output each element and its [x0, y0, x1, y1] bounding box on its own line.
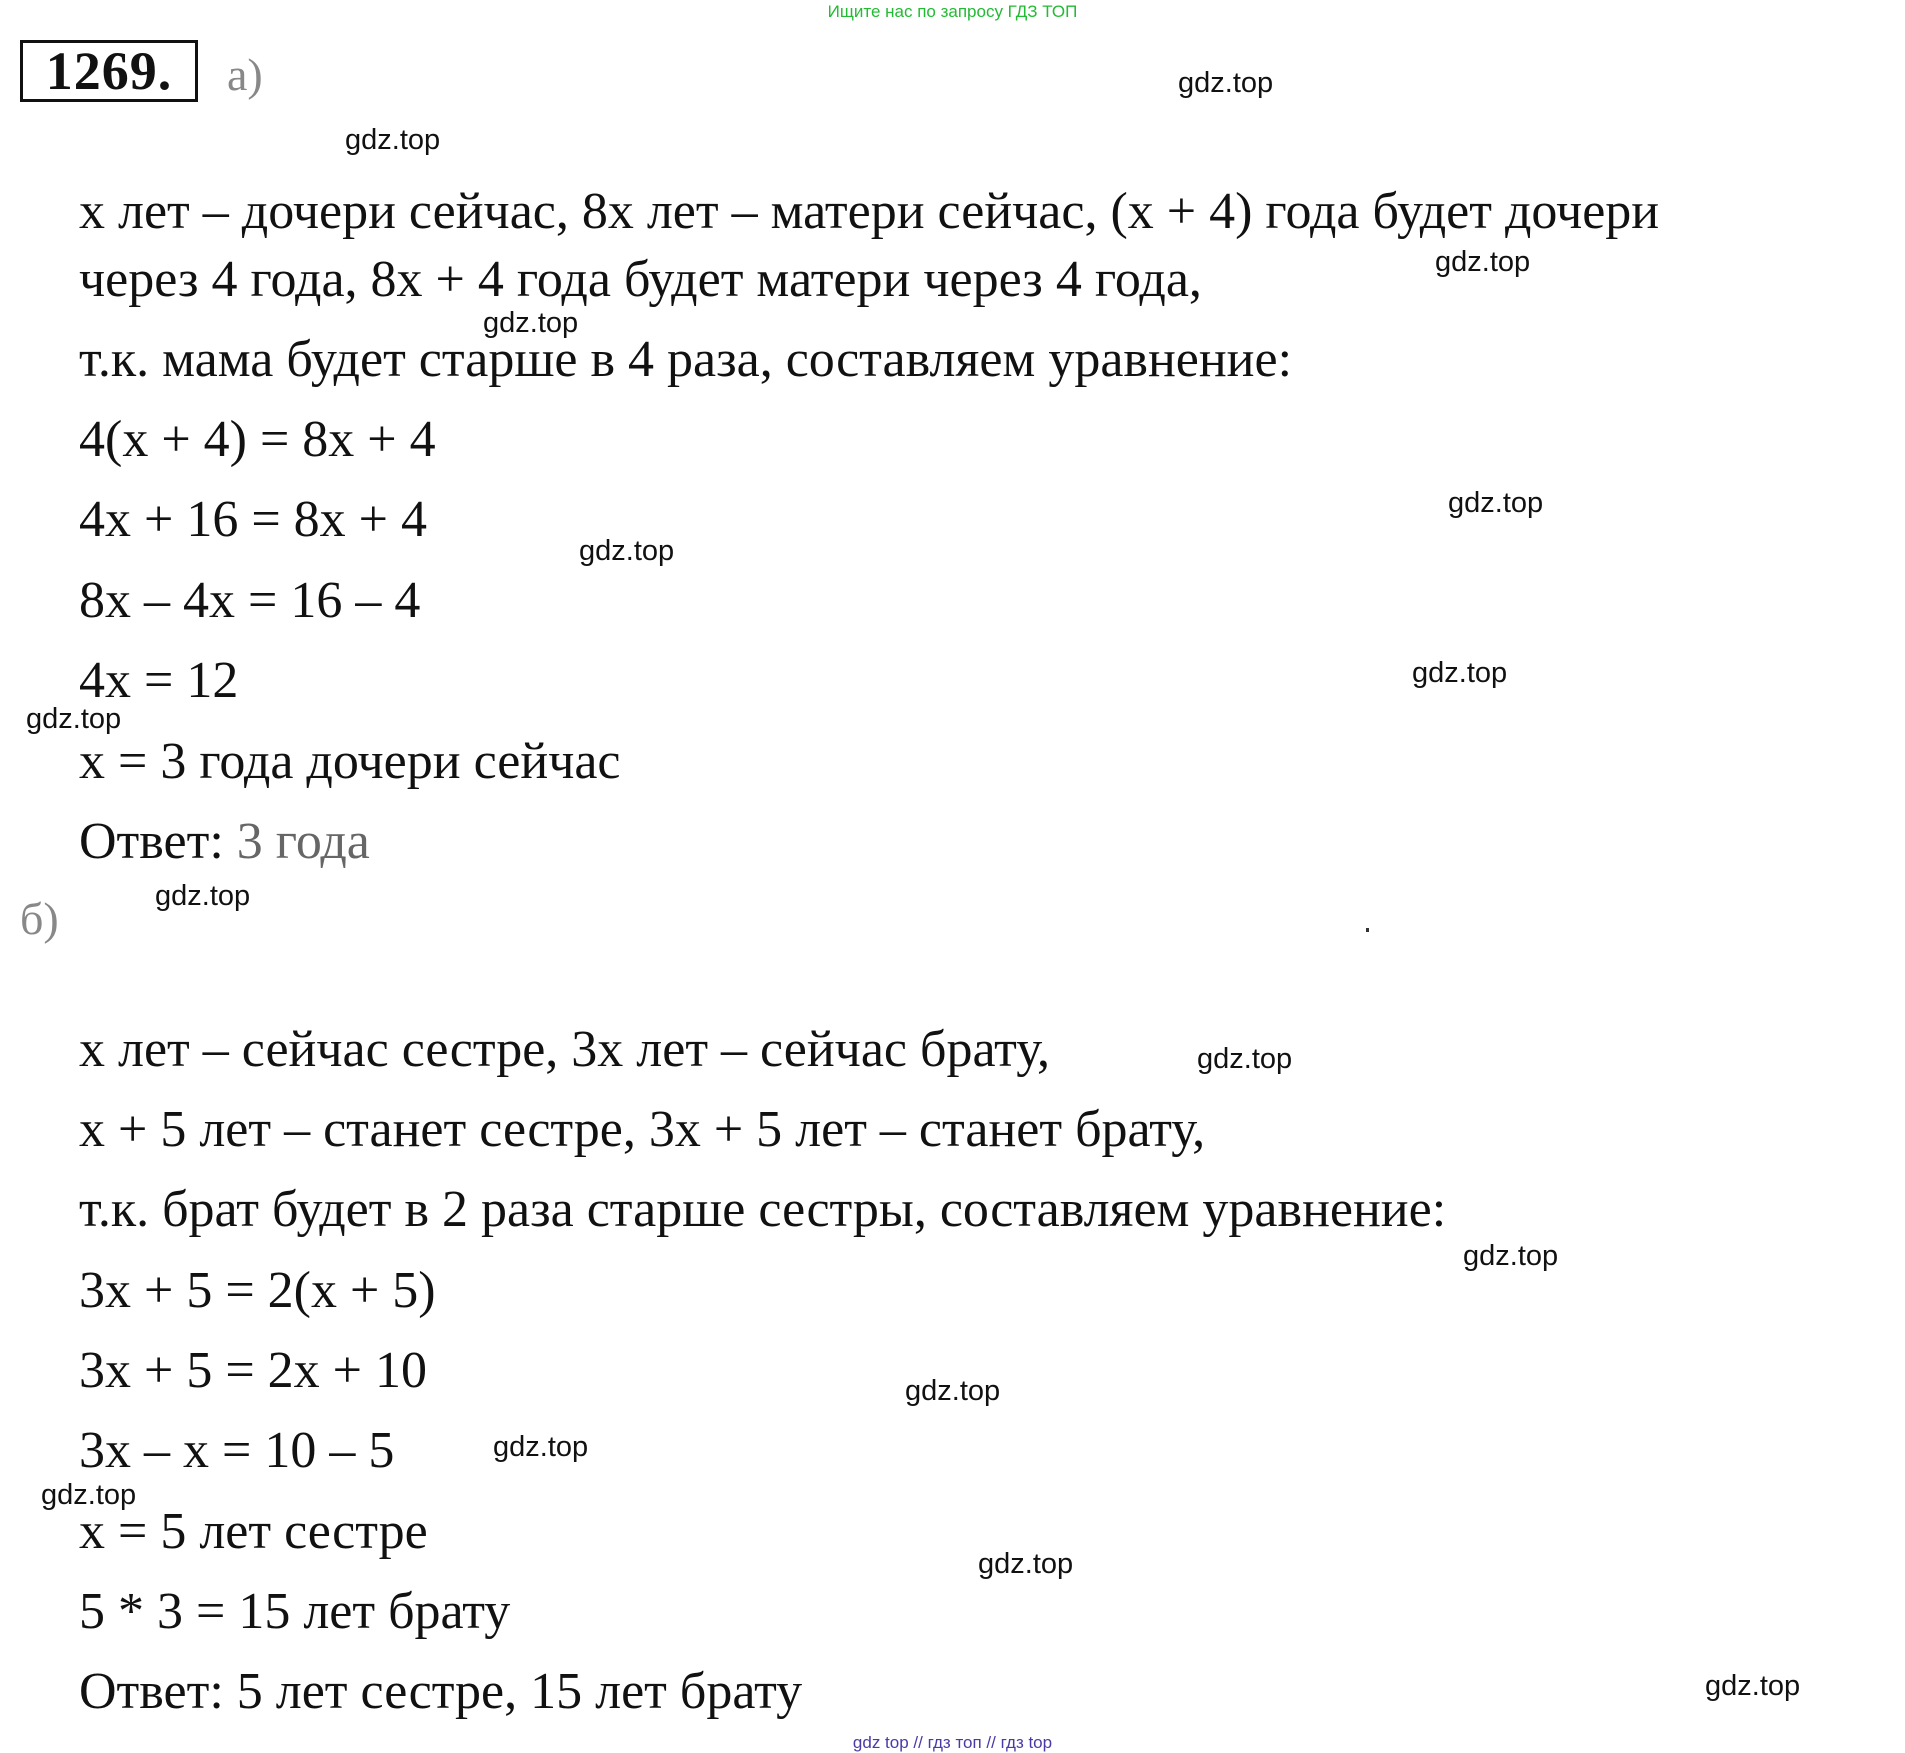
part-a-line-3: т.к. мама будет старше в 4 раза, составляем уравнение: — [79, 331, 1293, 388]
watermark: gdz.top — [41, 1479, 137, 1511]
watermark: gdz.top — [155, 880, 251, 912]
part-a-line-2: через 4 года, 8x + 4 года будет матери через 4 года, — [79, 251, 1202, 308]
part-b-result: x = 5 лет сестре — [79, 1503, 428, 1560]
watermark: gdz.top — [1197, 1043, 1293, 1075]
watermark: gdz.top — [1448, 487, 1544, 519]
part-b-equation-3: 3x – x = 10 – 5 — [79, 1422, 395, 1479]
part-b-line-1: x лет – сейчас сестре, 3x лет – сейчас брату, — [79, 1021, 1051, 1078]
part-a-answer-label: Ответ: — [79, 813, 224, 870]
watermark: gdz.top — [1705, 1670, 1801, 1702]
top-banner[interactable]: Ищите нас по запросу ГДЗ ТОП — [827, 2, 1078, 21]
part-a-answer-value: 3 года — [236, 813, 370, 870]
problem-number-box: 1269. — [20, 40, 198, 102]
watermark: gdz.top — [483, 307, 579, 339]
part-b-equation-2: 3x + 5 = 2x + 10 — [79, 1342, 427, 1399]
part-a-answer — [79, 813, 370, 870]
part-a-result: x = 3 года дочери сейчас — [79, 733, 621, 790]
part-a-equation-1: 4(x + 4) = 8x + 4 — [79, 411, 436, 468]
watermark: gdz.top — [345, 124, 441, 156]
watermark: gdz.top — [1463, 1240, 1559, 1272]
part-b-label: б) — [20, 893, 59, 944]
part-a-equation-4: 4x = 12 — [79, 652, 239, 709]
watermark: gdz.top — [1178, 67, 1274, 99]
part-b-answer: Ответ: 5 лет сестре, 15 лет брату — [79, 1663, 803, 1720]
part-b-line-2: x + 5 лет – станет сестре, 3x + 5 лет – станет брату, — [79, 1101, 1206, 1158]
watermark: gdz.top — [905, 1375, 1001, 1407]
part-b-line-3: т.к. брат будет в 2 раза старше сестры, составляем уравнение: — [79, 1181, 1447, 1238]
part-a-label: а) — [227, 49, 263, 100]
watermark: gdz.top — [26, 703, 122, 735]
part-a-equation-2: 4x + 16 = 8x + 4 — [79, 491, 427, 548]
watermark: gdz.top — [1435, 246, 1531, 278]
watermark: gdz.top — [978, 1548, 1074, 1580]
watermark: gdz.top — [493, 1431, 589, 1463]
part-a-equation-3: 8x – 4x = 16 – 4 — [79, 572, 421, 629]
watermark: gdz.top — [1412, 657, 1508, 689]
stray-mark — [1366, 928, 1369, 932]
part-b-brother-age: 5 * 3 = 15 лет брату — [79, 1583, 511, 1640]
part-b-equation-1: 3x + 5 = 2(x + 5) — [79, 1262, 436, 1319]
footer-links[interactable]: gdz top // гдз топ // гдз top — [852, 1733, 1053, 1752]
part-a-line-1: x лет – дочери сейчас, 8x лет – матери сейчас, (x + 4) года будет дочери — [79, 183, 1660, 240]
watermark: gdz.top — [579, 535, 675, 567]
